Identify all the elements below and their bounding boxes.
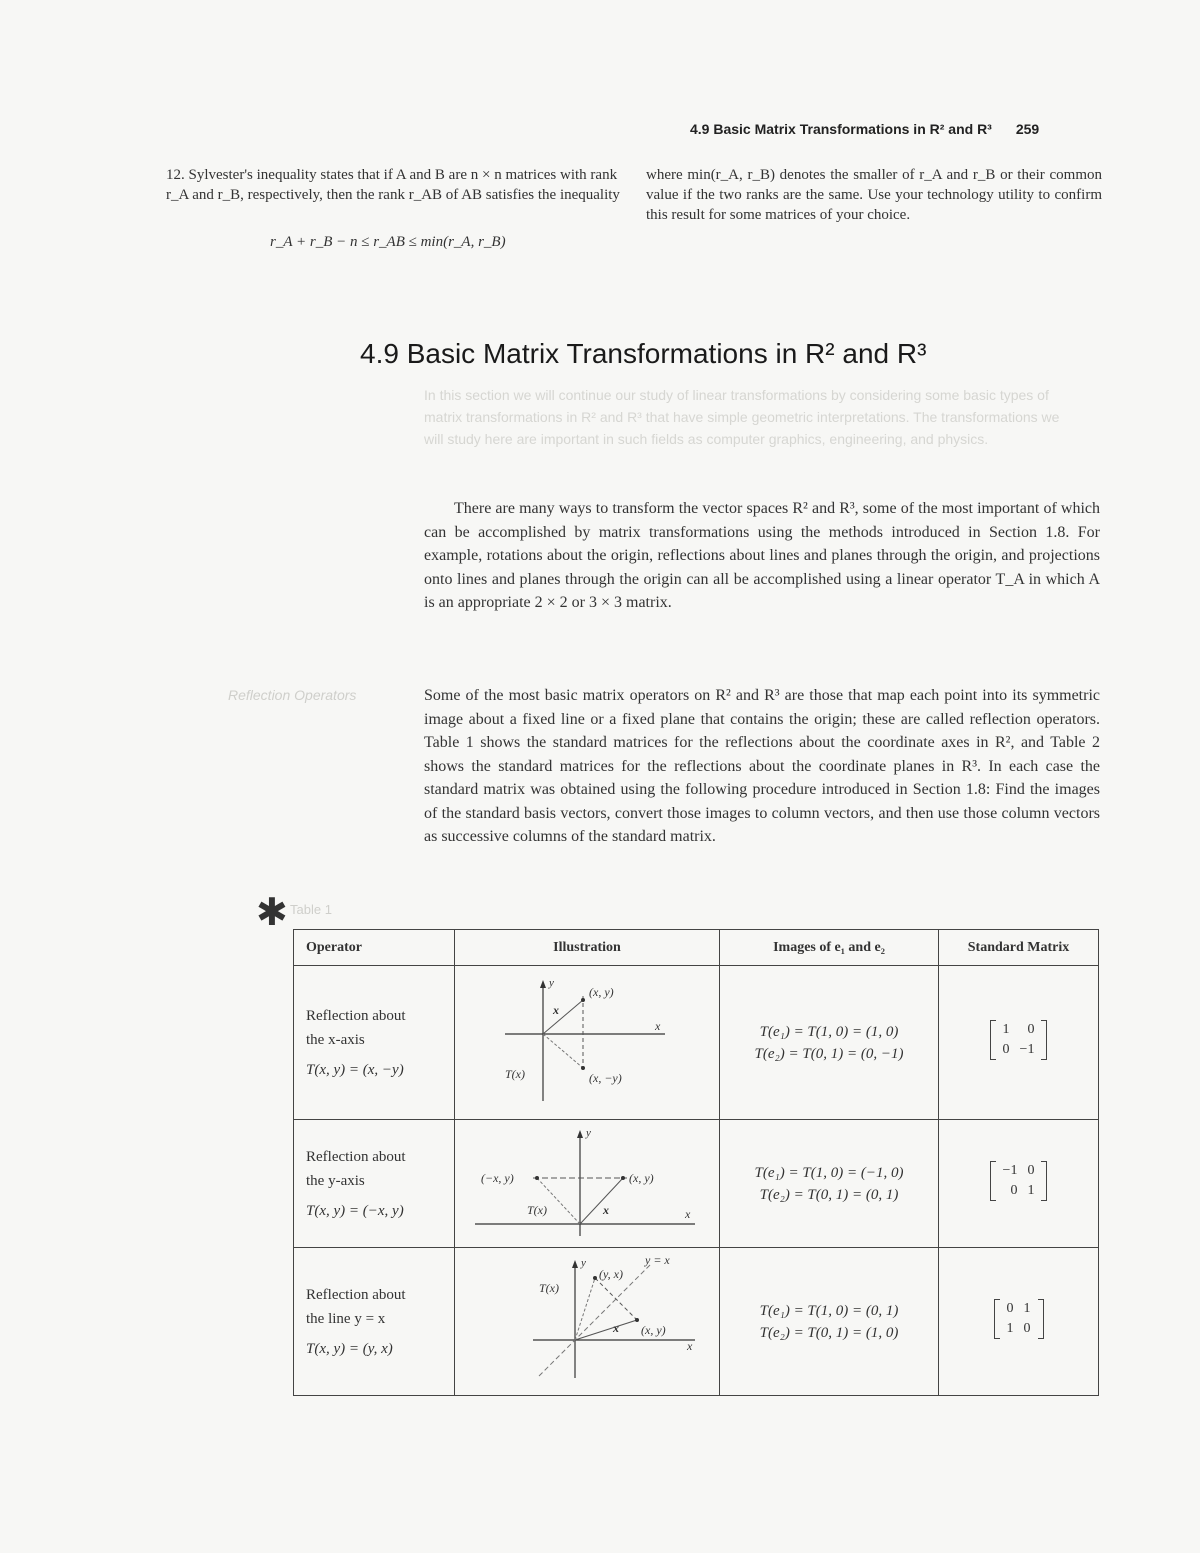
faded-section-intro: In this section we will continue our study of linear transformations by considering some basic types of matrix transformations in R² and R³ that have simple geometric interpretations. The transformations we will study here are important in such fields as computer graphics, engineering, and physics. (424, 387, 1060, 447)
header-standard-matrix: Standard Matrix (939, 930, 1099, 966)
matrix-cell (939, 1248, 1099, 1396)
operator-cell (294, 1248, 455, 1396)
sylvester-inequality: r_A + r_B − n ≤ r_AB ≤ min(r_A, r_B) (270, 234, 506, 250)
reflection-operators-paragraph: Some of the most basic matrix operators on R² and R³ are those that map each point into its symmetric image about a fixed line or a fixed plane that contains the origin; these are called reflection operators. Table 1 shows the standard matrices for the reflections about the coordinate axes in R², and Table 2 shows the standard matrices for the reflections about the coordinate planes in R³. In each case the standard matrix was obtained using the following procedure introduced in Section 1.8: Find the images of the standard basis vectors, convert those images to column vectors, and then use those column vectors as successive columns of the standard matrix. (424, 687, 1100, 845)
operator-name: Reflection about (306, 1007, 406, 1024)
table-row (294, 1120, 1099, 1248)
images-cell (720, 1120, 939, 1248)
point-label: (x, y) (629, 1171, 654, 1185)
operator-formula: T(x, y) = (−x, y) (306, 1202, 404, 1219)
matrix-entry: 0 (1023, 1321, 1031, 1336)
header-images: Images of e₁ and e₂ (720, 930, 939, 966)
image-e2: T(e₂) = T(0, 1) = (0, −1) (754, 1045, 904, 1062)
vector-label: x (603, 1203, 609, 1217)
operator-cell (294, 1120, 455, 1248)
point-label: (x, −y) (589, 1071, 622, 1085)
running-header (690, 121, 1039, 137)
operator-name: Reflection about (306, 1286, 406, 1303)
operator-name: the line y = x (306, 1310, 386, 1327)
axis-label: x (687, 1339, 693, 1353)
axis-label: y (549, 977, 554, 989)
images-cell (720, 1248, 939, 1396)
standard-matrix (994, 1299, 1044, 1339)
matrix-entry: 0 (1006, 1301, 1014, 1316)
matrix-entry: −1 (1019, 1042, 1035, 1057)
reflection-y-axis-diagram (455, 1120, 719, 1242)
illustration-cell (455, 1248, 720, 1396)
operator-formula: T(x, y) = (x, −y) (306, 1061, 404, 1078)
illustration-cell (455, 966, 720, 1120)
table-row (294, 1248, 1099, 1396)
exercise-12-text: 12. Sylvester's inequality states that if A and B are n × n matrices with rank r_A and r_B, respectively, then the rank r_AB of AB satisfies the inequality (166, 167, 620, 203)
standard-matrix (990, 1020, 1048, 1060)
image-e1: T(e₁) = T(1, 0) = (1, 0) (759, 1023, 899, 1040)
point-label: (x, y) (589, 985, 614, 999)
reflection-line-y-eq-x-diagram (455, 1248, 719, 1390)
matrix-entry: 0 (1010, 1183, 1018, 1198)
header-operator: Operator (294, 930, 455, 966)
axis-label: y (586, 1127, 591, 1139)
intro-paragraph: There are many ways to transform the vector spaces R² and R³, some of the most important of which can be accomplished by matrix transformations using the methods introduced in Section 1.8. For example, rotations about the origin, reflections about lines and planes through the origin, and projections onto lines and planes through the origin can all be accomplished using a linear operator T_A in which A is an appropriate 2 × 2 or 3 × 3 matrix. (424, 500, 1100, 611)
operator-formula: T(x, y) = (y, x) (306, 1340, 393, 1357)
standard-matrix (990, 1161, 1048, 1201)
point-label: (−x, y) (481, 1171, 514, 1185)
asterisk-mark: ✱ (256, 892, 288, 934)
table-row (294, 966, 1099, 1120)
vector-label: x (613, 1321, 619, 1335)
image-e2: T(e₂) = T(0, 1) = (1, 0) (759, 1324, 899, 1341)
operator-name: the y-axis (306, 1172, 365, 1189)
exercise-12-continuation: where min(r_A, r_B) denotes the smaller of r_A and r_B or their common value if the two ranks are the same. Use your technology utility to confirm this result for some matrices of your choice. (646, 167, 1102, 223)
axis-label: x (655, 1019, 661, 1033)
vector-label: x (553, 1003, 559, 1017)
matrix-entry: 0 (1027, 1022, 1035, 1037)
line-label: y = x (645, 1253, 670, 1267)
matrix-entry: 1 (1027, 1183, 1035, 1198)
point-label: (x, y) (641, 1323, 666, 1337)
matrix-entry: 1 (1023, 1301, 1031, 1316)
reflection-x-axis-diagram (455, 966, 719, 1114)
illustration-cell (455, 1120, 720, 1248)
images-cell (720, 966, 939, 1120)
reflection-operators-table (293, 929, 1099, 1396)
point-label: (y, x) (599, 1267, 623, 1281)
matrix-entry: 1 (1006, 1321, 1014, 1336)
matrix-entry: 0 (1027, 1163, 1035, 1178)
running-header-title: 4.9 Basic Matrix Transformations in R² and R³ (690, 121, 992, 137)
image-label: T(x) (527, 1203, 547, 1217)
matrix-cell (939, 1120, 1099, 1248)
matrix-entry: −1 (1002, 1163, 1018, 1178)
section-title: 4.9 Basic Matrix Transformations in R² and R³ (360, 338, 927, 369)
matrix-entry: 1 (1002, 1022, 1010, 1037)
margin-note: Reflection Operators (228, 687, 357, 703)
operator-cell (294, 966, 455, 1120)
page-number: 259 (1015, 121, 1040, 137)
axis-label: y (581, 1257, 586, 1269)
image-e2: T(e₂) = T(0, 1) = (0, 1) (759, 1186, 899, 1203)
operator-name: the x-axis (306, 1031, 365, 1048)
table-header-row (294, 930, 1099, 966)
image-label: T(x) (505, 1067, 525, 1081)
table-caption: Table 1 (290, 902, 332, 917)
image-e1: T(e₁) = T(1, 0) = (−1, 0) (754, 1164, 904, 1181)
axis-label: x (685, 1207, 691, 1221)
image-label: T(x) (539, 1281, 559, 1295)
operator-name: Reflection about (306, 1148, 406, 1165)
image-e1: T(e₁) = T(1, 0) = (0, 1) (759, 1302, 899, 1319)
matrix-cell (939, 966, 1099, 1120)
header-illustration: Illustration (455, 930, 720, 966)
matrix-entry: 0 (1002, 1042, 1010, 1057)
